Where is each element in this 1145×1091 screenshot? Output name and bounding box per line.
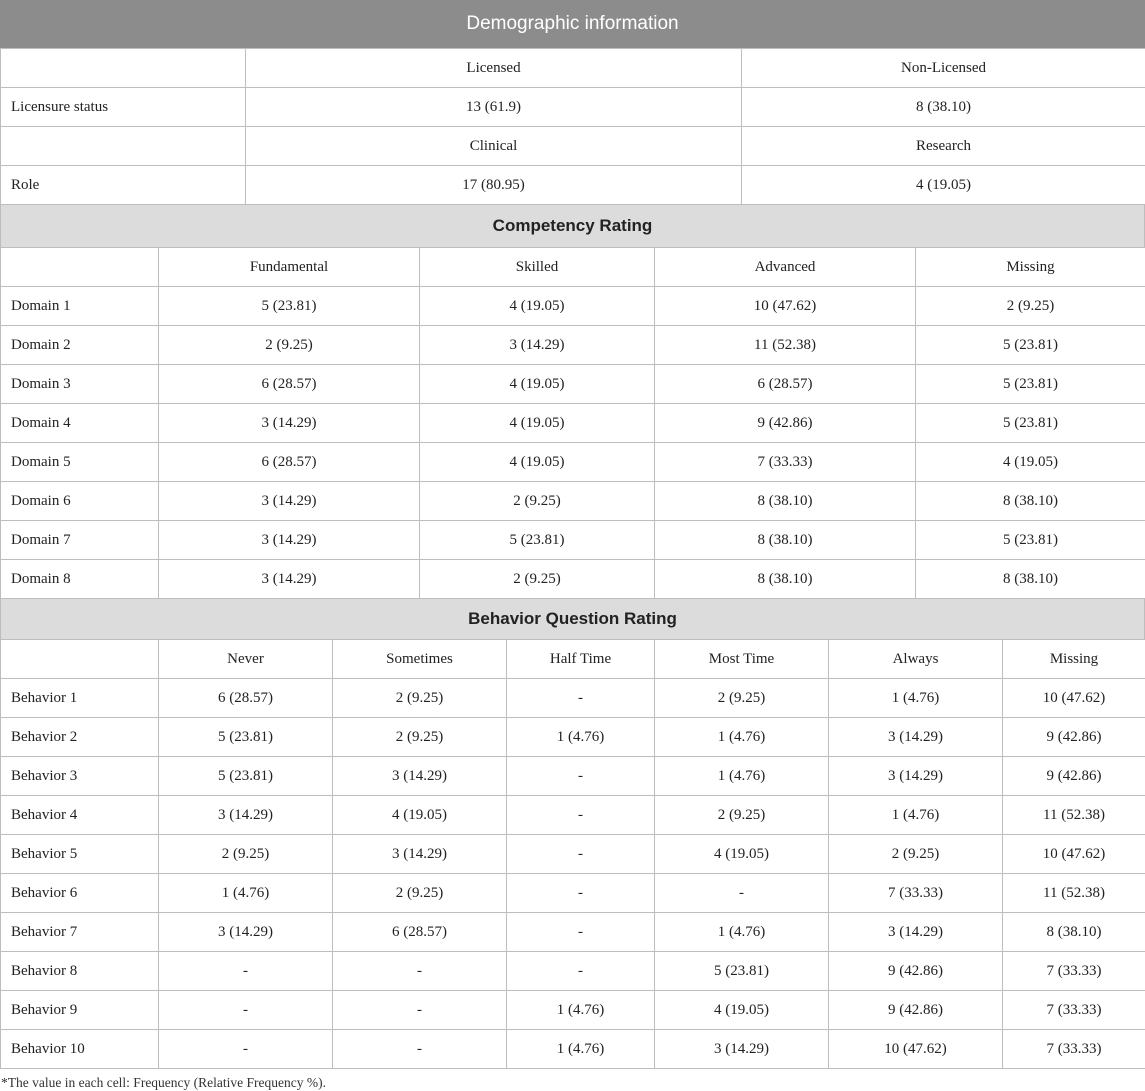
table-row bbox=[1, 326, 1145, 365]
row-label: Behavior 1 bbox=[1, 679, 159, 718]
table-cell: 1 (4.76) bbox=[829, 796, 1003, 835]
table-cell: 9 (42.86) bbox=[1003, 757, 1145, 796]
table-cell: 3 (14.29) bbox=[159, 560, 420, 599]
table-cell: 3 (14.29) bbox=[655, 1030, 829, 1069]
row-label: Domain 8 bbox=[1, 560, 159, 599]
header-cell-always: Always bbox=[829, 640, 1003, 679]
table-cell: 6 (28.57) bbox=[159, 679, 333, 718]
table-row bbox=[1, 166, 1145, 205]
table-row bbox=[1, 560, 1145, 599]
table-row bbox=[1, 365, 1145, 404]
row-label: Behavior 4 bbox=[1, 796, 159, 835]
row-label: Behavior 6 bbox=[1, 874, 159, 913]
table-cell: - bbox=[159, 1030, 333, 1069]
table-cell: 10 (47.62) bbox=[829, 1030, 1003, 1069]
table-cell: 1 (4.76) bbox=[655, 757, 829, 796]
table-cell: 1 (4.76) bbox=[655, 718, 829, 757]
table-cell: 10 (47.62) bbox=[1003, 679, 1145, 718]
table-cell: 8 (38.10) bbox=[1003, 913, 1145, 952]
table-cell: 3 (14.29) bbox=[829, 757, 1003, 796]
header-cell-advanced: Advanced bbox=[655, 248, 916, 287]
table-cell: - bbox=[655, 874, 829, 913]
header-cell-most-time: Most Time bbox=[655, 640, 829, 679]
header-cell-licensed: Licensed bbox=[246, 49, 742, 88]
row-label: Behavior 9 bbox=[1, 991, 159, 1030]
table-cell: 2 (9.25) bbox=[333, 874, 507, 913]
table-cell: 8 (38.10) bbox=[916, 560, 1145, 599]
table-cell: - bbox=[507, 874, 655, 913]
table-cell: 5 (23.81) bbox=[159, 757, 333, 796]
header-cell-never: Never bbox=[159, 640, 333, 679]
table-cell: 11 (52.38) bbox=[1003, 796, 1145, 835]
table-cell: 5 (23.81) bbox=[916, 365, 1145, 404]
table-cell: 6 (28.57) bbox=[333, 913, 507, 952]
table-cell: 3 (14.29) bbox=[159, 913, 333, 952]
header-cell-missing: Missing bbox=[1003, 640, 1145, 679]
row-label: Behavior 3 bbox=[1, 757, 159, 796]
table-cell: 3 (14.29) bbox=[333, 835, 507, 874]
table-cell: 3 (14.29) bbox=[159, 521, 420, 560]
competency-section-title: Competency Rating bbox=[0, 205, 1145, 247]
table-cell: 2 (9.25) bbox=[159, 835, 333, 874]
row-label: Domain 6 bbox=[1, 482, 159, 521]
table-cell: 9 (42.86) bbox=[1003, 718, 1145, 757]
row-label: Domain 7 bbox=[1, 521, 159, 560]
table-row bbox=[1, 718, 1145, 757]
behavior-section bbox=[0, 639, 1145, 1069]
header-cell bbox=[1, 640, 159, 679]
table-cell: 8 (38.10) bbox=[916, 482, 1145, 521]
behavior-section-title: Behavior Question Rating bbox=[0, 599, 1145, 639]
header-cell bbox=[1, 127, 246, 166]
table-title: Demographic information bbox=[0, 0, 1145, 48]
table-cell: 4 (19.05) bbox=[420, 443, 655, 482]
header-cell-missing: Missing bbox=[916, 248, 1145, 287]
table-row bbox=[1, 1030, 1145, 1069]
table-row bbox=[1, 835, 1145, 874]
header-cell-non-licensed: Non-Licensed bbox=[742, 49, 1145, 88]
table-cell: 7 (33.33) bbox=[1003, 991, 1145, 1030]
table-cell: 2 (9.25) bbox=[333, 718, 507, 757]
table-row bbox=[1, 874, 1145, 913]
header-cell-research: Research bbox=[742, 127, 1145, 166]
table-row bbox=[1, 757, 1145, 796]
table-cell: 1 (4.76) bbox=[507, 718, 655, 757]
table-cell: 1 (4.76) bbox=[829, 679, 1003, 718]
table-cell: - bbox=[507, 757, 655, 796]
table-cell: 1 (4.76) bbox=[507, 1030, 655, 1069]
row-label: Behavior 10 bbox=[1, 1030, 159, 1069]
table-cell: 4 (19.05) bbox=[333, 796, 507, 835]
table-cell: 9 (42.86) bbox=[829, 952, 1003, 991]
table-row bbox=[1, 991, 1145, 1030]
table-cell: 7 (33.33) bbox=[655, 443, 916, 482]
header-row bbox=[1, 49, 1145, 88]
table-cell: 4 (19.05) bbox=[420, 287, 655, 326]
table-cell: 2 (9.25) bbox=[916, 287, 1145, 326]
table-cell: 3 (14.29) bbox=[829, 718, 1003, 757]
table-cell: 4 (19.05) bbox=[916, 443, 1145, 482]
table-cell: 1 (4.76) bbox=[507, 991, 655, 1030]
header-row bbox=[1, 640, 1145, 679]
row-label: Behavior 7 bbox=[1, 913, 159, 952]
table-cell: 9 (42.86) bbox=[829, 991, 1003, 1030]
table-cell: 11 (52.38) bbox=[1003, 874, 1145, 913]
table-cell: 10 (47.62) bbox=[655, 287, 916, 326]
table-cell: 5 (23.81) bbox=[916, 326, 1145, 365]
row-label: Domain 1 bbox=[1, 287, 159, 326]
table-cell: 5 (23.81) bbox=[159, 718, 333, 757]
header-cell-fundamental: Fundamental bbox=[159, 248, 420, 287]
table-cell: 2 (9.25) bbox=[829, 835, 1003, 874]
cell-licensed-value: 13 (61.9) bbox=[246, 88, 742, 127]
table-cell: 4 (19.05) bbox=[420, 365, 655, 404]
table-cell: - bbox=[507, 679, 655, 718]
table-cell: 5 (23.81) bbox=[420, 521, 655, 560]
table-cell: 6 (28.57) bbox=[159, 443, 420, 482]
table-cell: 5 (23.81) bbox=[655, 952, 829, 991]
row-label-role: Role bbox=[1, 166, 246, 205]
row-label: Behavior 8 bbox=[1, 952, 159, 991]
table-cell: 3 (14.29) bbox=[159, 796, 333, 835]
table-cell: 7 (33.33) bbox=[829, 874, 1003, 913]
table-cell: 11 (52.38) bbox=[655, 326, 916, 365]
row-label-licensure: Licensure status bbox=[1, 88, 246, 127]
header-cell-skilled: Skilled bbox=[420, 248, 655, 287]
header-cell bbox=[1, 49, 246, 88]
table-cell: 3 (14.29) bbox=[829, 913, 1003, 952]
table-row bbox=[1, 913, 1145, 952]
table-cell: 3 (14.29) bbox=[420, 326, 655, 365]
footnote: *The value in each cell: Frequency (Relative Frequency %). bbox=[0, 1069, 1145, 1091]
table-row bbox=[1, 521, 1145, 560]
table-cell: 2 (9.25) bbox=[655, 679, 829, 718]
table-cell: - bbox=[159, 991, 333, 1030]
row-label: Domain 4 bbox=[1, 404, 159, 443]
table-cell: 8 (38.10) bbox=[655, 482, 916, 521]
table-row bbox=[1, 952, 1145, 991]
table-cell: 4 (19.05) bbox=[420, 404, 655, 443]
table-cell: 1 (4.76) bbox=[655, 913, 829, 952]
table-cell: - bbox=[507, 796, 655, 835]
cell-clinical-value: 17 (80.95) bbox=[246, 166, 742, 205]
cell-non-licensed-value: 8 (38.10) bbox=[742, 88, 1145, 127]
header-cell-half-time: Half Time bbox=[507, 640, 655, 679]
header-row bbox=[1, 127, 1145, 166]
table-row bbox=[1, 88, 1145, 127]
row-label: Domain 3 bbox=[1, 365, 159, 404]
cell-research-value: 4 (19.05) bbox=[742, 166, 1145, 205]
demographic-section bbox=[0, 48, 1145, 205]
table-cell: 4 (19.05) bbox=[655, 835, 829, 874]
table-cell: 10 (47.62) bbox=[1003, 835, 1145, 874]
table-cell: 8 (38.10) bbox=[655, 521, 916, 560]
table-cell: 2 (9.25) bbox=[655, 796, 829, 835]
table-cell: 7 (33.33) bbox=[1003, 952, 1145, 991]
table-row bbox=[1, 443, 1145, 482]
table-cell: 2 (9.25) bbox=[420, 482, 655, 521]
table-cell: 3 (14.29) bbox=[159, 482, 420, 521]
row-label: Domain 5 bbox=[1, 443, 159, 482]
table-cell: 8 (38.10) bbox=[655, 560, 916, 599]
table-cell: 2 (9.25) bbox=[333, 679, 507, 718]
table-cell: 5 (23.81) bbox=[916, 521, 1145, 560]
table-cell: 3 (14.29) bbox=[159, 404, 420, 443]
table-cell: 6 (28.57) bbox=[159, 365, 420, 404]
table-cell: 5 (23.81) bbox=[916, 404, 1145, 443]
table-cell: - bbox=[507, 952, 655, 991]
table-cell: - bbox=[507, 835, 655, 874]
header-row bbox=[1, 248, 1145, 287]
header-cell-sometimes: Sometimes bbox=[333, 640, 507, 679]
table-row bbox=[1, 796, 1145, 835]
table-cell: 7 (33.33) bbox=[1003, 1030, 1145, 1069]
row-label: Behavior 2 bbox=[1, 718, 159, 757]
table-row bbox=[1, 404, 1145, 443]
header-cell bbox=[1, 248, 159, 287]
table-cell: 4 (19.05) bbox=[655, 991, 829, 1030]
competency-section bbox=[0, 247, 1145, 599]
row-label: Behavior 5 bbox=[1, 835, 159, 874]
table-row bbox=[1, 679, 1145, 718]
table-cell: 9 (42.86) bbox=[655, 404, 916, 443]
table-cell: 5 (23.81) bbox=[159, 287, 420, 326]
table-cell: - bbox=[159, 952, 333, 991]
row-label: Domain 2 bbox=[1, 326, 159, 365]
header-cell-clinical: Clinical bbox=[246, 127, 742, 166]
table-cell: - bbox=[507, 913, 655, 952]
table-cell: 1 (4.76) bbox=[159, 874, 333, 913]
table-cell: - bbox=[333, 991, 507, 1030]
table-cell: - bbox=[333, 952, 507, 991]
table-cell: 2 (9.25) bbox=[420, 560, 655, 599]
table-row bbox=[1, 287, 1145, 326]
table-cell: 3 (14.29) bbox=[333, 757, 507, 796]
table-row bbox=[1, 482, 1145, 521]
table-cell: 2 (9.25) bbox=[159, 326, 420, 365]
table-cell: - bbox=[333, 1030, 507, 1069]
table-cell: 6 (28.57) bbox=[655, 365, 916, 404]
